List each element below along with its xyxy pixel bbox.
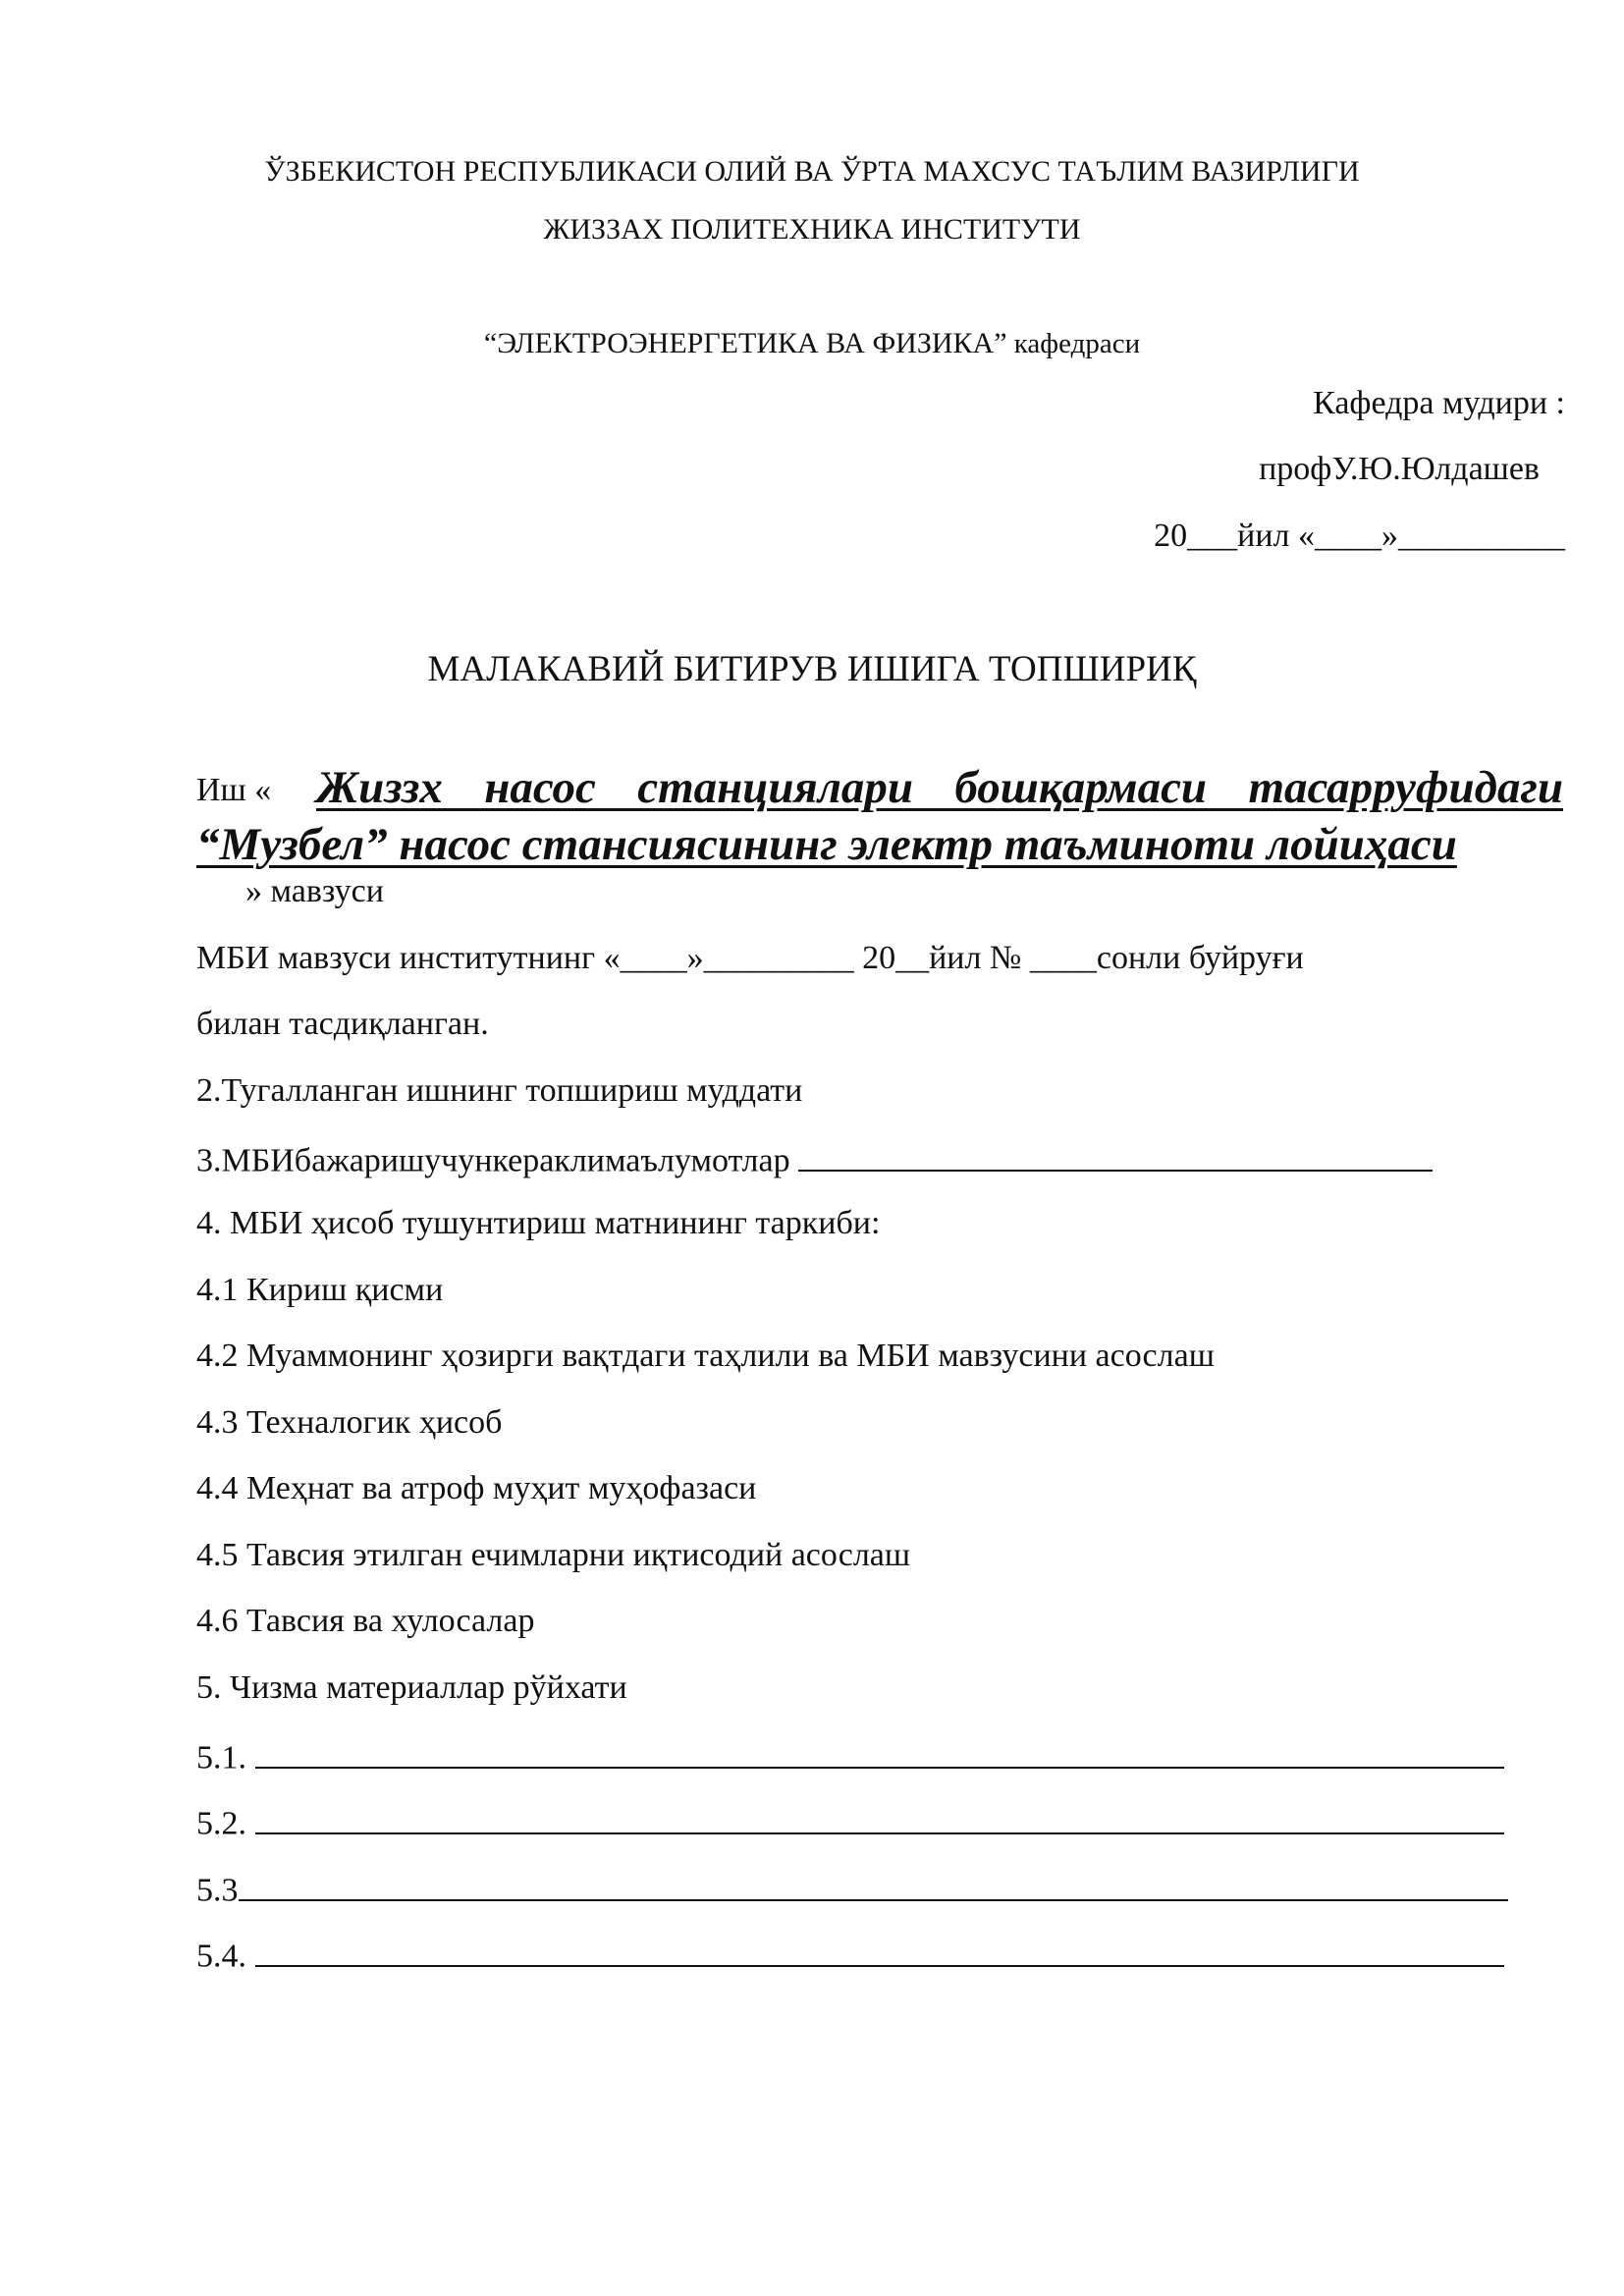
department-heading — [0, 327, 1624, 360]
department-suffix: кафедраси — [1006, 328, 1141, 359]
item-4: 4. МБИ ҳисоб тушунтириш матнининг таркиби: — [196, 1205, 881, 1241]
item-5-2-blank — [255, 1802, 1504, 1834]
order-line: МБИ мавзуси институтнинг «____»_________ 20__йил № ____сонли буйруғи — [196, 940, 1304, 976]
item-4-1: 4.1 Кириш қисми — [196, 1272, 444, 1308]
approved-line: билан тасдиқланган. — [196, 1006, 489, 1042]
department-name: “ЭЛЕКТРОЭНЕРГЕТИКА ВА ФИЗИКА” — [483, 327, 1007, 359]
item-5-1 — [196, 1736, 1504, 1777]
item-3 — [196, 1139, 1530, 1180]
item-5-3-label: 5.3 — [196, 1872, 239, 1909]
head-name: профУ.Ю.Юлдашев — [1259, 451, 1540, 487]
page-title: МАЛАКАВИЙ БИТИРУВ ИШИГА ТОПШИРИҚ — [427, 649, 1197, 689]
item-5-4 — [196, 1935, 1504, 1976]
ministry-heading: ЎЗБЕКИСТОН РЕСПУБЛИКАСИ ОЛИЙ ВА ЎРТА МАХСУС ТАЪЛИМ ВАЗИРЛИГИ — [264, 155, 1360, 188]
item-4-6: 4.6 Тавсия ва хулосалар — [196, 1603, 535, 1639]
topic-suffix: » мавзуси — [245, 873, 384, 909]
topic-line-2 — [196, 818, 1457, 871]
item-3-blank — [798, 1139, 1433, 1172]
topic-prefix: Иш « — [196, 772, 272, 808]
item-5-3-blank — [239, 1869, 1508, 1901]
topic-text-1: Жиззх насос станциялари бошқармаси тасарруфидаги — [316, 762, 1563, 813]
item-2: 2.Тугалланган ишнинг топшириш муддати — [196, 1072, 803, 1109]
item-5: 5. Чизма материаллар рўйхати — [196, 1669, 627, 1706]
item-5-4-blank — [255, 1935, 1504, 1967]
item-4-5: 4.5 Тавсия этилган ечимларни иқтисодий асослаш — [196, 1537, 911, 1573]
approval-date-line: 20___йил «____»__________ — [1154, 518, 1565, 554]
item-4-3: 4.3 Техналогик ҳисоб — [196, 1404, 503, 1441]
topic-line-1 — [316, 761, 1563, 814]
institute-heading: ЖИЗЗАХ ПОЛИТЕХНИКА ИНСТИТУТИ — [543, 213, 1081, 246]
item-5-4-label: 5.4. — [196, 1938, 255, 1975]
item-5-3 — [196, 1869, 1508, 1910]
item-4-4: 4.4 Меҳнат ва атроф муҳит муҳофазаси — [196, 1470, 757, 1506]
head-label: Кафедра мудири : — [1313, 385, 1565, 421]
item-3-label: 3.МБИбажаришучункераклимаълумотлар — [196, 1142, 799, 1179]
item-5-2-label: 5.2. — [196, 1805, 255, 1842]
item-5-2 — [196, 1802, 1504, 1843]
item-4-2: 4.2 Муаммонинг ҳозирги вақтдаги таҳлили ва МБИ мавзусини асослаш — [196, 1338, 1215, 1374]
topic-text-2: “Музбел” насос стансиясининг электр таъминоти лойиҳаси — [196, 819, 1457, 870]
item-5-1-blank — [255, 1736, 1504, 1769]
item-5-1-label: 5.1. — [196, 1739, 255, 1777]
